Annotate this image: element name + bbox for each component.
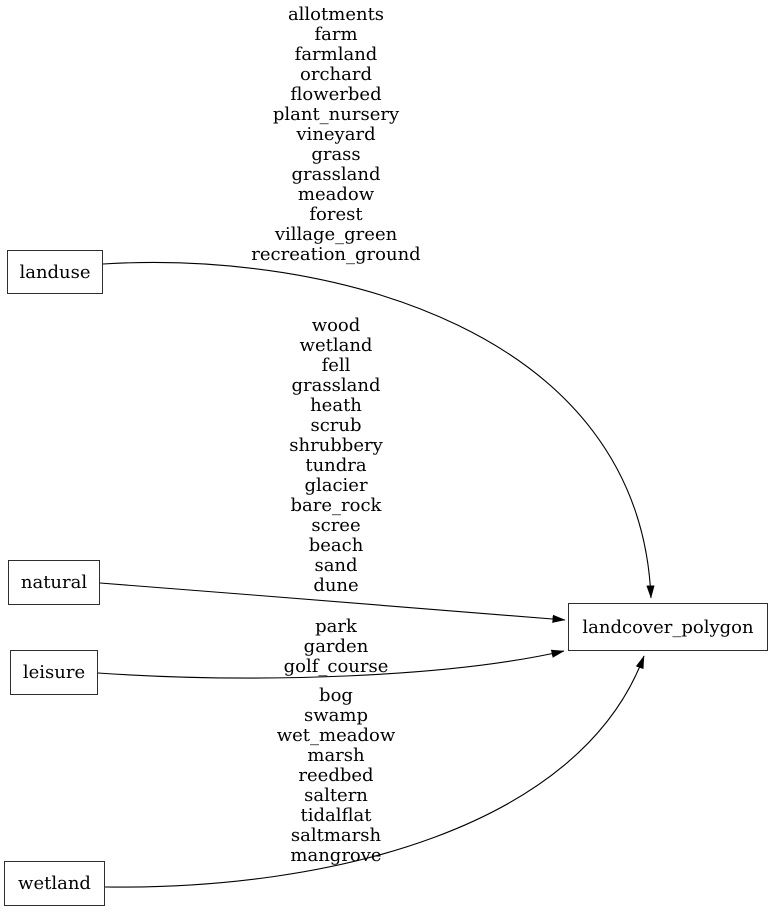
node-leisure: [10, 650, 98, 695]
edge-label-landuse-values: [136, 5, 536, 265]
node-landuse: [7, 250, 103, 294]
edge-value-label: bog: [319, 685, 353, 706]
edge-label-leisure-values: [136, 617, 536, 677]
edge-value-label: forest: [309, 204, 363, 225]
edge-value-label: dune: [313, 575, 359, 596]
edge-value-label: grass: [311, 144, 361, 165]
edge-value-label: scrub: [310, 415, 362, 436]
edge-value-label: saltmarsh: [290, 825, 382, 846]
edge-value-label: fell: [321, 355, 351, 376]
edge-value-label: grassland: [291, 375, 381, 396]
edge-value-label: wet_meadow: [276, 725, 396, 746]
edge-value-label: swamp: [304, 705, 368, 726]
edge-value-label: orchard: [300, 64, 372, 85]
node-leisure-label: leisure: [22, 662, 86, 683]
edge-value-label: wetland: [299, 335, 373, 356]
edge-value-label: tundra: [305, 455, 367, 476]
node-landuse-label: landuse: [19, 261, 91, 283]
edge-value-label: plant_nursery: [272, 104, 400, 125]
edge-value-label: golf_course: [283, 656, 389, 677]
node-wetland-label: wetland: [18, 873, 91, 894]
node-wetland: [4, 861, 105, 906]
edge-value-label: wood: [311, 315, 361, 336]
edge-value-label: recreation_ground: [251, 244, 421, 265]
edge-value-label: tidalflat: [300, 805, 372, 826]
edge-value-label: village_green: [274, 224, 398, 245]
edge-label-natural-values: [136, 316, 536, 596]
edge-value-label: meadow: [297, 184, 375, 205]
node-landcover-polygon: [568, 603, 768, 651]
edge-value-label: scree: [311, 515, 361, 536]
node-natural: [8, 560, 100, 605]
edge-value-label: mangrove: [290, 845, 382, 866]
node-landcover-polygon-label: landcover_polygon: [582, 616, 754, 638]
edge-value-label: allotments: [287, 4, 385, 25]
edge-value-label: glacier: [304, 475, 368, 496]
edge-value-label: shrubbery: [289, 435, 383, 456]
edge-value-label: farm: [314, 24, 358, 45]
edge-value-label: reedbed: [298, 765, 374, 786]
edge-value-label: grassland: [291, 164, 381, 185]
edge-value-label: bare_rock: [290, 495, 382, 516]
node-natural-label: natural: [20, 572, 88, 593]
edge-value-label: park: [315, 616, 357, 637]
edge-value-label: saltern: [304, 785, 368, 806]
edge-value-label: heath: [310, 395, 362, 416]
edge-value-label: flowerbed: [290, 84, 382, 105]
edge-label-wetland-values: [136, 686, 536, 866]
edge-value-label: garden: [303, 636, 369, 657]
edge-value-label: beach: [308, 535, 364, 556]
edge-value-label: vineyard: [296, 124, 376, 145]
edge-value-label: farmland: [294, 44, 378, 65]
edge-value-label: marsh: [307, 745, 365, 766]
edge-value-label: sand: [314, 555, 358, 576]
